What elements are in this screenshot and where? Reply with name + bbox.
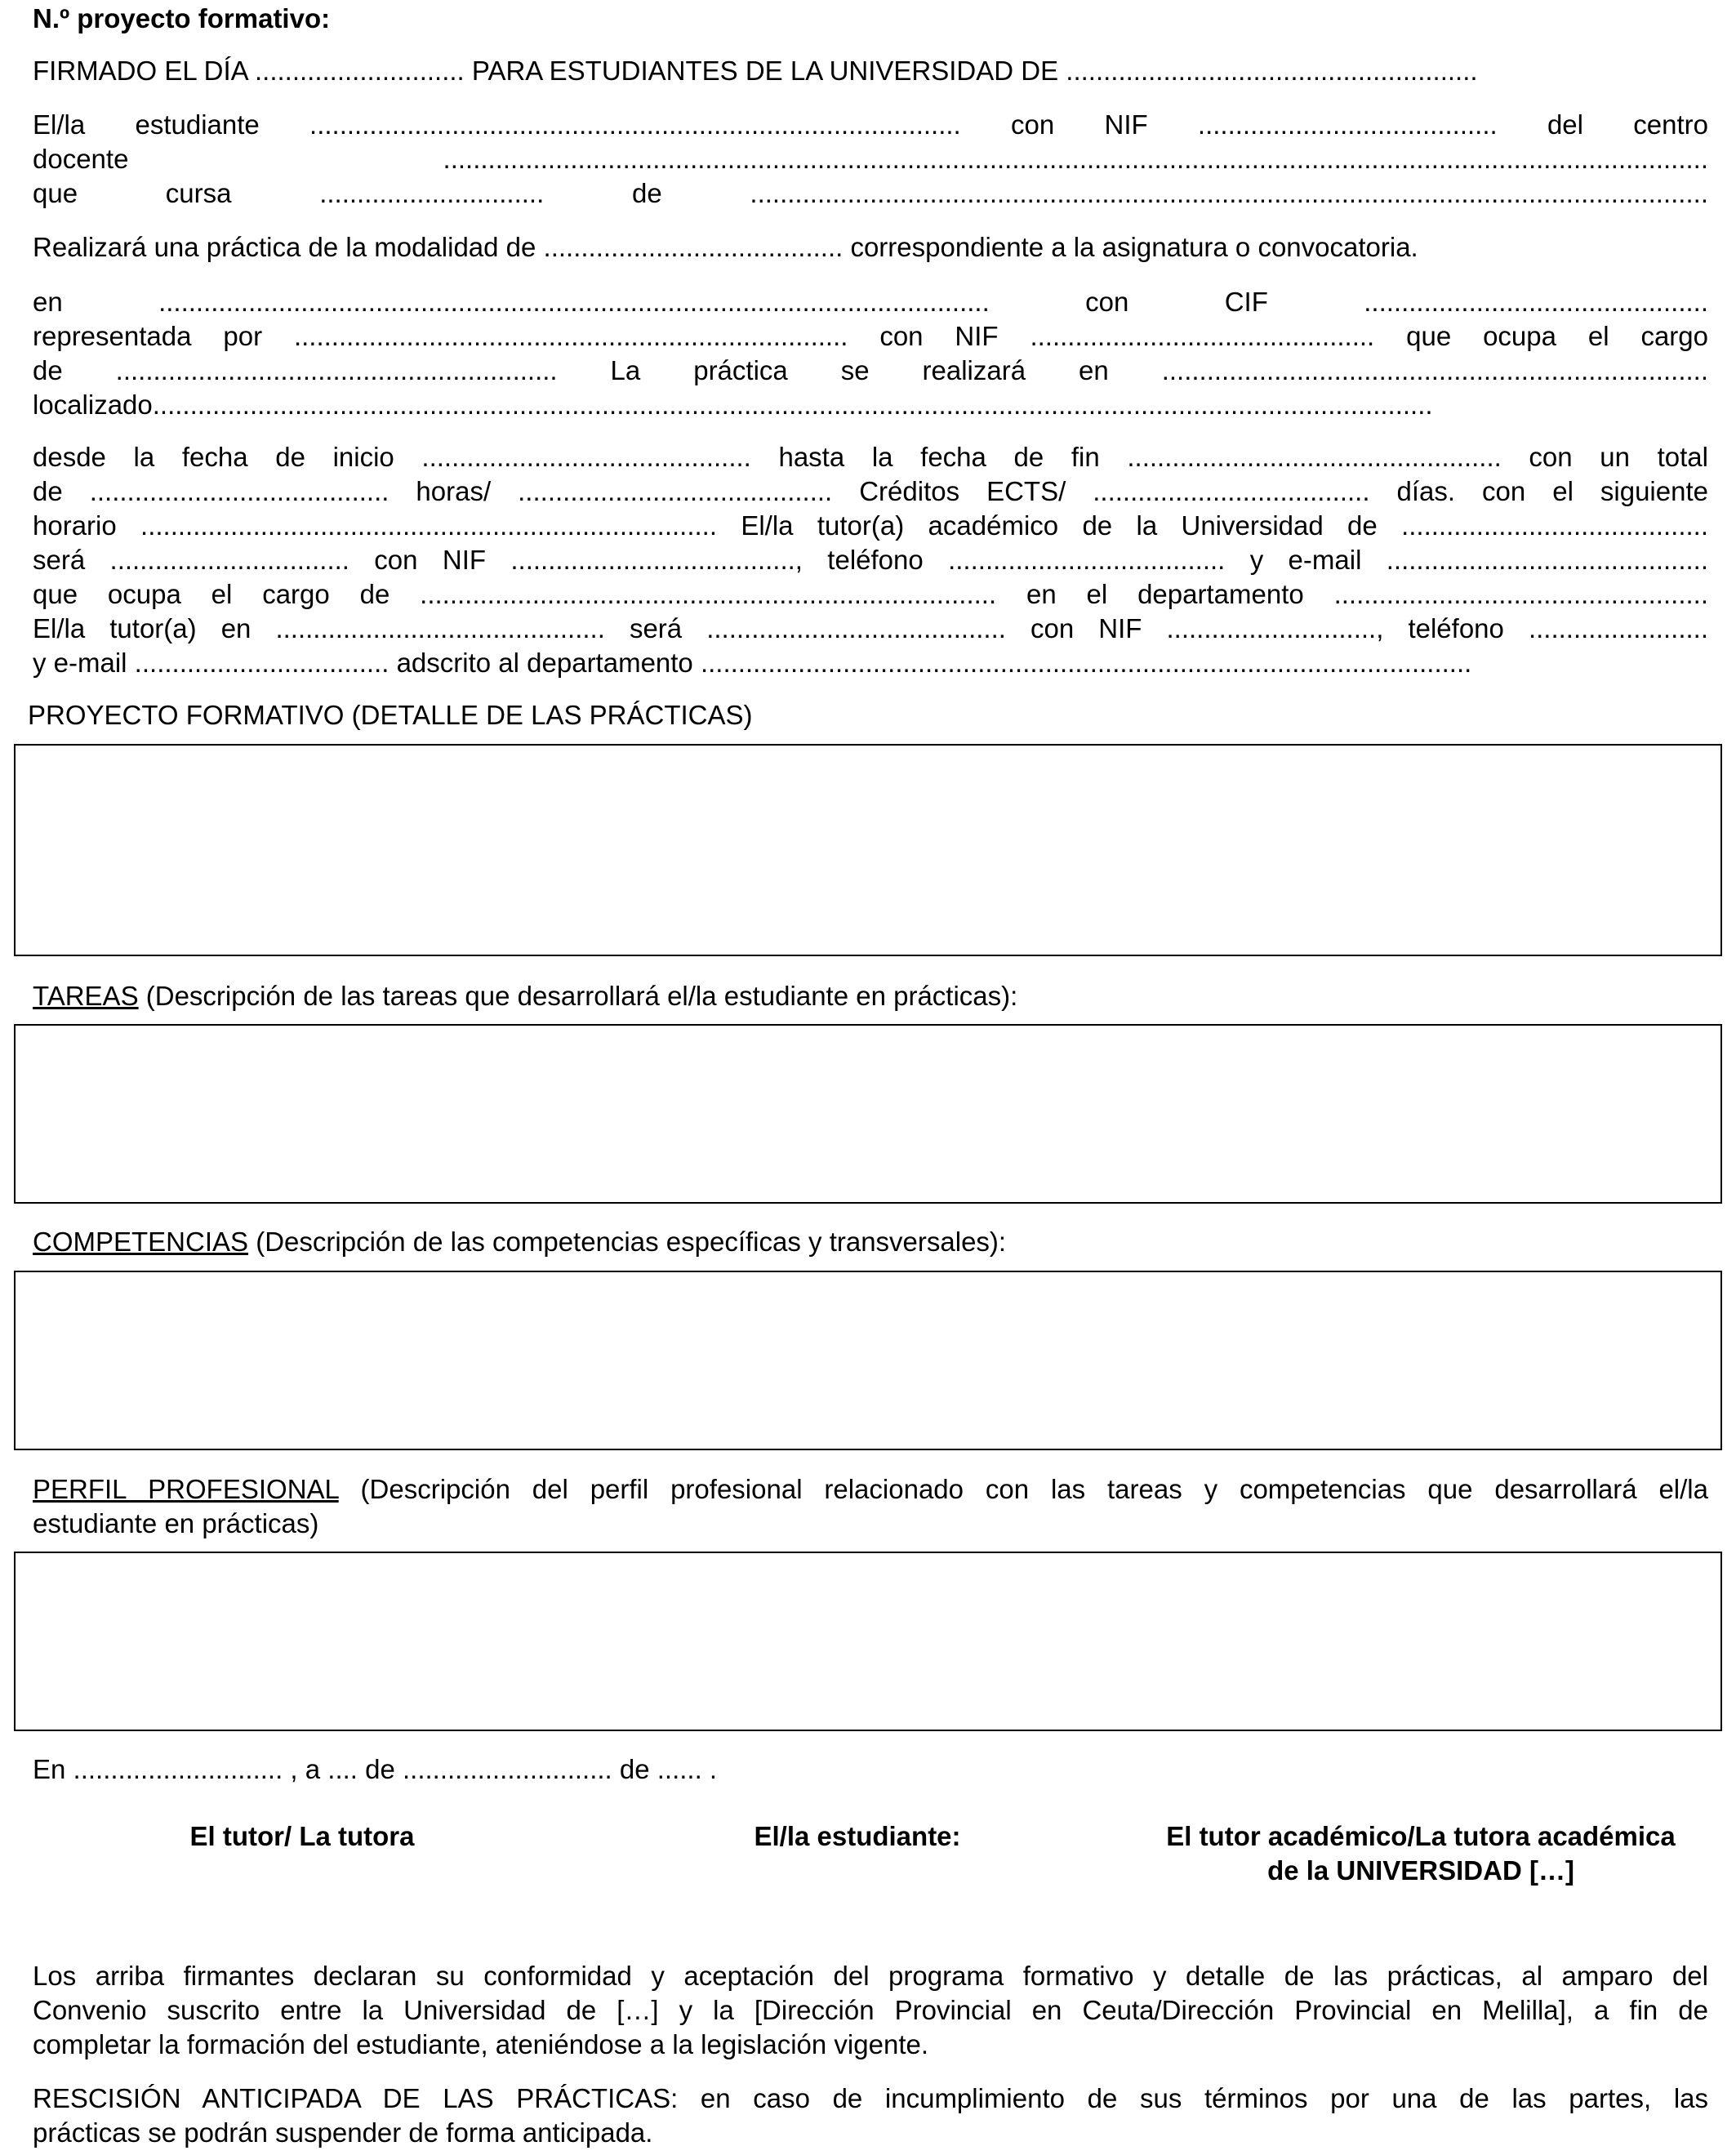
project-number-title: N.º proyecto formativo:	[33, 3, 331, 33]
rescision-line-1: RESCISIÓN ANTICIPADA DE LAS PRÁCTICAS: en caso de incumplimiento de sus términos por una de las partes, las	[33, 2083, 1708, 2113]
place-date-line: En ............................ , a .... de ............................ de ...... .	[33, 1754, 718, 1784]
conformity-line-2: Convenio suscrito entre la Universidad de […] y la [Dirección Provincial en Ceuta/Dirección Provincial en Melilla], a fin de	[33, 1995, 1708, 2025]
competencias-box[interactable]	[14, 1271, 1722, 1450]
academic-tutor-signature-label-2: de la UNIVERSIDAD […]	[1267, 1855, 1574, 1886]
perfil-heading	[33, 1472, 1708, 1507]
tareas-heading	[33, 979, 1017, 1013]
tareas-description: (Descripción de las tareas que desarrollará el/la estudiante en prácticas):	[138, 981, 1018, 1011]
schedule-line-7: y e-mail .................................. adscrito al departamento .......................................................................................................	[33, 648, 1472, 678]
modality-line: Realizará una práctica de la modalidad de ........................................ correspondiente a la asignatura o convocatoria.	[33, 232, 1418, 262]
perfil-box[interactable]	[14, 1552, 1722, 1731]
entity-line-4: localizado...........................................................................................................................................................................	[33, 390, 1433, 420]
competencias-description: (Descripción de las competencias específicas y transversales):	[248, 1227, 1007, 1257]
perfil-description-cont: estudiante en prácticas)	[33, 1508, 319, 1538]
perfil-label: PERFIL PROFESIONAL	[33, 1474, 339, 1504]
proyecto-formativo-heading: PROYECTO FORMATIVO (DETALLE DE LAS PRÁCTICAS)	[28, 700, 753, 730]
conformity-line-1: Los arriba firmantes declaran su conformidad y aceptación del programa formativo y detalle de las prácticas, al amparo del	[33, 1961, 1708, 1991]
perfil-description: (Descripción del perfil profesional relacionado con las tareas y competencias que desarrollará el/la	[338, 1474, 1708, 1504]
schedule-line-3: horario ............................................................................. El/la tutor(a) académico de la Universidad de .........................................	[33, 510, 1708, 541]
tareas-label: TAREAS	[33, 981, 139, 1011]
student-signature-label: El/la estudiante:	[754, 1821, 961, 1851]
schedule-line-4: será ................................ con NIF ......................................, teléfono ..................................... y e-mail ...........................................	[33, 545, 1708, 575]
entity-line-3: de ........................................................... La práctica se realizará en .........................................................................	[33, 355, 1708, 385]
entity-line-2: representada por .......................................................................... con NIF .............................................. que ocupa el cargo	[33, 321, 1708, 351]
tareas-box[interactable]	[14, 1024, 1722, 1204]
academic-tutor-signature-label-1: El tutor académico/La tutora académica	[1166, 1821, 1676, 1851]
entity-line-1: en ............................................................................................................... con CIF ..............................................	[33, 287, 1708, 317]
competencias-heading	[33, 1225, 1006, 1259]
schedule-line-5: que ocupa el cargo de ............................................................................. en el departamento ..................................................	[33, 579, 1708, 609]
schedule-line-2: de ........................................ horas/ .......................................... Créditos ECTS/ ..................................... días. con el siguiente	[33, 476, 1708, 506]
course-line: que cursa .............................. de ................................................................................................................................	[33, 178, 1708, 208]
conformity-line-3: completar la formación del estudiante, ateniéndose a la legislación vigente.	[33, 2029, 929, 2059]
tutor-signature-label: El tutor/ La tutora	[189, 1821, 415, 1851]
center-line: docente .........................................................................................................................................................................	[33, 144, 1708, 174]
rescision-line-2: prácticas se podrán suspender de forma anticipada.	[33, 2117, 653, 2148]
signed-date-line: FIRMADO EL DÍA ............................ PARA ESTUDIANTES DE LA UNIVERSIDAD DE .......................................................	[33, 56, 1478, 86]
schedule-line-1: desde la fecha de inicio ............................................ hasta la fecha de fin .................................................. con un total	[33, 442, 1708, 472]
proyecto-formativo-box[interactable]	[14, 744, 1722, 956]
student-line: El/la estudiante ....................................................................................... con NIF ........................................ del centro	[33, 109, 1708, 140]
schedule-line-6: El/la tutor(a) en ............................................ será ........................................ con NIF ............................, teléfono ........................	[33, 613, 1708, 643]
competencias-label: COMPETENCIAS	[33, 1227, 249, 1257]
